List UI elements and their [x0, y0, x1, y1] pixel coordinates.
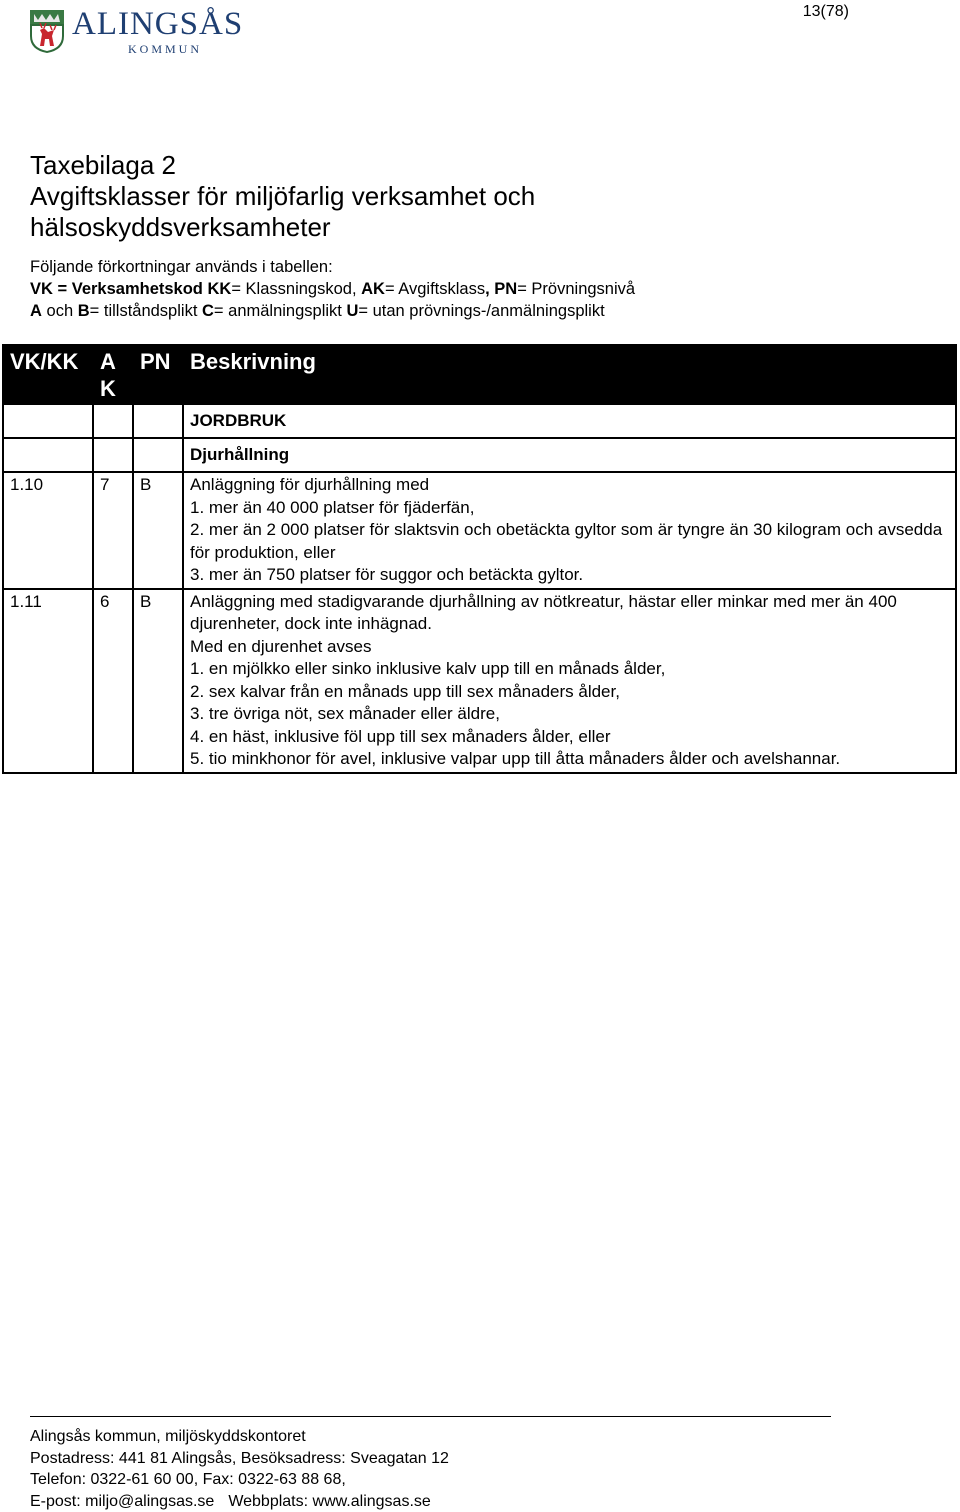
abbr-pn: PN	[494, 280, 518, 298]
coat-of-arms-icon	[28, 8, 66, 54]
abbr-pn-text: = Prövningsnivå	[517, 280, 636, 298]
abbr-ak-text: = Avgiftsklass	[384, 280, 486, 298]
abbr-kk: KK	[207, 280, 232, 298]
description-line: Anläggning med stadigvarande djurhållning av nötkreatur, hästar eller minkar med mer än 400 djurenheter, dock inte inhägnad.	[190, 591, 897, 633]
description-line: 2. mer än 2 000 platser för slaktsvin och obetäckta gyltor som är tyngre än 30 kilogram och avsedda för produktion, eller	[190, 520, 943, 562]
title-line-1: Taxebilaga 2	[30, 150, 176, 180]
abbr-b: B	[77, 302, 90, 320]
description-line: 3. mer än 750 platser för suggor och betäckta gyltor.	[190, 565, 584, 584]
description-line: Anläggning för djurhållning med	[190, 475, 430, 494]
description-line: Med en djurenhet avses	[190, 636, 372, 656]
footer-org: Alingsås kommun, miljöskyddskontoret	[30, 1428, 306, 1445]
logo-wordmark: ALINGSÅS	[72, 6, 244, 42]
table-header-row	[3, 345, 956, 404]
row-description	[183, 472, 956, 589]
abbr-a: A	[30, 302, 42, 320]
abbr-b-text: = tillståndsplikt	[89, 302, 198, 320]
abbr-vk: VK = Verksamhetskod	[30, 280, 203, 298]
subsection-row	[3, 438, 956, 472]
subsection-heading: Djurhållning	[183, 438, 956, 472]
row-description	[183, 589, 956, 773]
abbreviations-intro: Följande förkortningar används i tabellen:	[30, 258, 333, 276]
abbreviations-line-2	[30, 300, 635, 322]
row-ak: 6	[93, 589, 133, 773]
fee-class-table	[2, 344, 957, 774]
section-row	[3, 404, 956, 438]
header-description: Beskrivning	[183, 345, 956, 404]
title-line-3: hälsoskyddsverksamheter	[30, 212, 331, 242]
logo-subtitle: KOMMUN	[128, 42, 203, 56]
row-code: 1.10	[3, 472, 93, 589]
footer	[30, 1426, 449, 1512]
row-pn: B	[133, 589, 183, 773]
table-row	[3, 589, 956, 773]
section-heading: JORDBRUK	[183, 404, 956, 438]
title-line-2: Avgiftsklasser för miljöfarlig verksamhet och	[30, 181, 536, 211]
header-vk-kk: VK/KK	[3, 345, 93, 404]
header-ak: A K	[93, 345, 133, 404]
footer-contact	[30, 1491, 449, 1512]
footer-email[interactable]: E-post: miljo@alingsas.se	[30, 1492, 215, 1510]
abbreviations-line-1: VK = Verksamhetskod KK= Klassningskod, AK= Avgiftsklass, PN= Prövningsnivå	[30, 280, 636, 298]
row-code: 1.11	[3, 589, 93, 773]
description-line: 3. tre övriga nöt, sex månader eller äldre,	[190, 704, 500, 723]
header-pn: PN	[133, 345, 183, 404]
row-pn: B	[133, 472, 183, 589]
footer-address: Postadress: 441 81 Alingsås, Besöksadress: Sveagatan 12	[30, 1449, 449, 1467]
description-line: 1. en mjölkko eller sinko inklusive kalv upp till en månads ålder,	[190, 659, 666, 678]
description-line: 4. en häst, inklusive föl upp till sex månaders ålder, eller	[190, 726, 611, 746]
abbr-c: C	[202, 302, 214, 320]
row-ak: 7	[93, 472, 133, 589]
abbr-u-text: = utan prövnings-/anmälningsplikt	[358, 302, 605, 320]
table-row	[3, 472, 956, 589]
page-title	[30, 150, 535, 243]
page-number: 13(78)	[802, 3, 849, 20]
abbreviations	[30, 256, 635, 322]
abbr-och: och	[46, 302, 74, 320]
abbr-kk-text: = Klassningskod,	[231, 280, 357, 298]
description-line: 2. sex kalvar från en månads upp till sex månaders ålder,	[190, 681, 620, 701]
description-line: 5. tio minkhonor för avel, inklusive valpar upp till åtta månaders ålder och avelshannar.	[190, 749, 841, 768]
abbr-ak: AK	[361, 280, 385, 298]
abbr-c-text: = anmälningsplikt	[213, 302, 342, 320]
footer-phone: Telefon: 0322-61 60 00, Fax: 0322-63 88 68,	[30, 1471, 346, 1488]
alingsas-logo	[28, 6, 264, 56]
description-line: 1. mer än 40 000 platser för fjäderfän,	[190, 497, 475, 517]
footer-web[interactable]: Webbplats: www.alingsas.se	[228, 1492, 431, 1510]
abbr-u: U	[346, 302, 359, 320]
footer-divider	[30, 1416, 831, 1417]
